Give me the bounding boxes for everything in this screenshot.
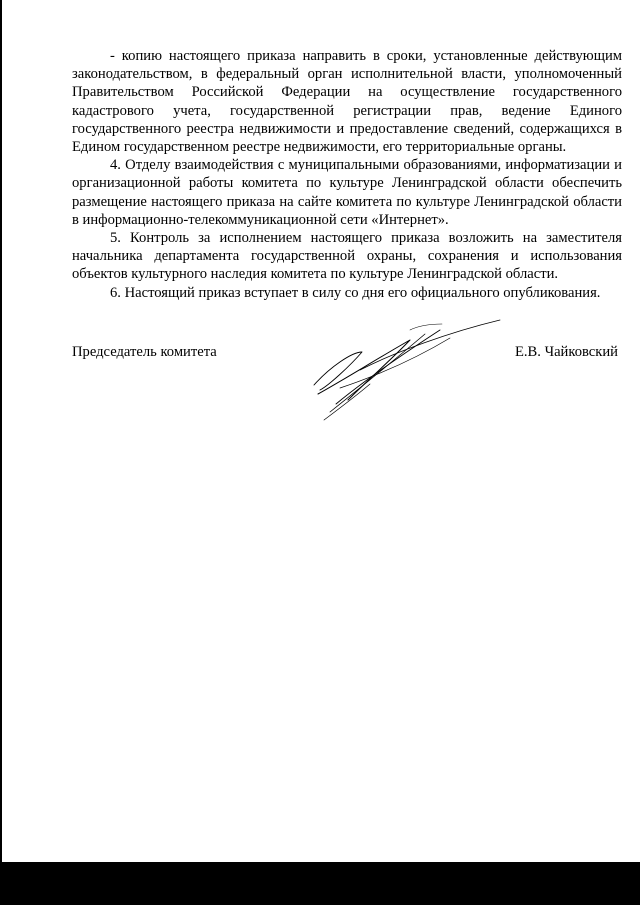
scan-left-edge — [0, 0, 2, 862]
signer-title: Председатель комитета — [72, 344, 217, 360]
paragraph-item-5: 5. Контроль за исполнением настоящего приказа возложить на заместителя начальника департамента государственной охраны, сохранения и использования объектов культурного наследия комитета по культуре Ленинградской области. — [72, 230, 622, 283]
order-body — [72, 47, 622, 302]
paragraph-copy-direction: - копию настоящего приказа направить в сроки, установленные действующим законодательством, в федеральный орган исполнительной власти, уполномоченный Правительством Российской Федерации на осуществление государственного кадастрового учета, государственной регистрации прав, ведение Единого государственного реестра недвижимости и предоставление сведений, содержащихся в Едином государственном реестре недвижимости, его территориальные органы. — [72, 48, 622, 156]
scan-bottom-border — [0, 862, 640, 905]
paragraph-item-6: 6. Настоящий приказ вступает в силу со дня его официального опубликования. — [110, 284, 601, 301]
handwritten-signature — [300, 312, 510, 427]
paragraph-item-4: 4. Отделу взаимодействия с муниципальными образованиями, информатизации и организационной работы комитета по культуре Ленинградской области обеспечить размещение настоящего приказа на сайте комитета по культуре Ленинградской области в информационно-телекоммуникационной сети «Интернет». — [72, 157, 622, 228]
signer-name: Е.В. Чайковский — [514, 344, 618, 360]
